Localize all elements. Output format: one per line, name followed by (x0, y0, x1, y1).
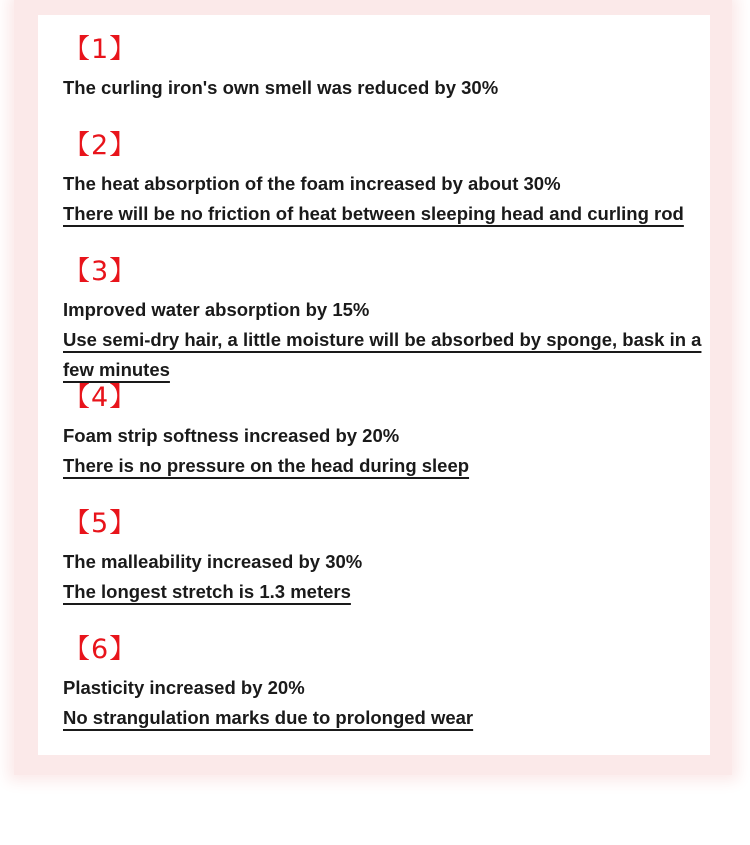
feature-number-6: 【6】 (63, 634, 138, 665)
feature-headline-3: Improved water absorption by 15% (63, 299, 370, 320)
feature-headline-2: The heat absorption of the foam increased by about 30% (63, 173, 561, 194)
feature-number-4: 【4】 (63, 382, 138, 413)
feature-6 (63, 635, 733, 733)
feature-number-5: 【5】 (63, 508, 138, 539)
feature-4 (63, 383, 733, 481)
feature-headline-6: Plasticity increased by 20% (63, 677, 305, 698)
feature-headline-5: The malleability increased by 30% (63, 551, 363, 572)
feature-detail-5: The longest stretch is 1.3 meters (63, 581, 351, 602)
feature-3 (63, 257, 725, 385)
feature-detail-4: There is no pressure on the head during sleep (63, 455, 470, 476)
feature-number-1: 【1】 (63, 34, 138, 65)
feature-headline-1: The curling iron's own smell was reduced by 30% (63, 77, 499, 98)
feature-detail-3: Use semi-dry hair, a little moisture will be absorbed by sponge, bask in a few minutes (63, 329, 702, 380)
feature-number-3: 【3】 (63, 256, 138, 287)
feature-2 (63, 131, 733, 229)
feature-detail-2: There will be no friction of heat between sleeping head and curling rod (63, 203, 684, 224)
feature-detail-6: No strangulation marks due to prolonged wear (63, 707, 474, 728)
feature-5 (63, 509, 733, 607)
feature-1 (63, 35, 733, 103)
feature-headline-4: Foam strip softness increased by 20% (63, 425, 400, 446)
feature-number-2: 【2】 (63, 130, 138, 161)
